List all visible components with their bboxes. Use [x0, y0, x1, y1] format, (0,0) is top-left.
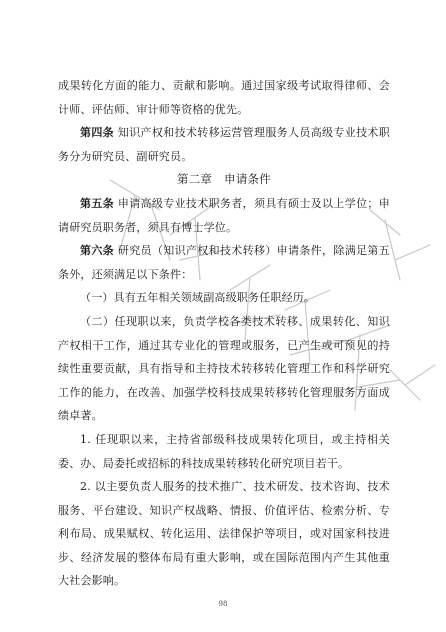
item-2: 2. 以主要负责人服务的技术推广、技术研发、技术咨询、技术服务、平台建设、知识产权战略、情报、价值评估、检索分析、专利布局、成果赋权、转化运用、法律保护等项目，或对国家科技进步、经济发展的整体布局有重大影响，或在国际范围内产生其他重大社会影响。 [58, 480, 390, 588]
article-4 [58, 121, 390, 168]
article-text: 研究员（知识产权和技术转移）申请条件，除满足第五条外，还须满足以下条件： [58, 244, 390, 281]
article-6 [58, 239, 390, 286]
article-text: 知识产权和技术转移运营管理服务人员高级专业技术职务分为研究员、副研究员。 [58, 126, 390, 163]
paragraph-continuation: 成果转化方面的能力、贡献和影响。通过国家级考试取得律师、会计师、评估师、审计师等资格的优先。 [58, 79, 390, 116]
article-5 [58, 192, 390, 239]
article-number: 第六条 [80, 244, 115, 258]
chapter-heading [58, 168, 390, 192]
article-number: 第四条 [80, 126, 115, 140]
page-number: 98 [218, 600, 228, 608]
document-body [58, 74, 390, 593]
article-number: 第五条 [80, 196, 115, 210]
chapter-number: 第二章 [177, 172, 213, 187]
item-1: 1. 任现职以来，主持省部级科技成果转化项目，或主持相关委、办、局委托或招标的科技成果转移转化研究项目若干。 [58, 432, 390, 470]
condition-1: （一）具有五年相关领域副高级职务任职经历。 [80, 291, 316, 305]
article-text: 申请高级专业技术职务者，须具有硕士及以上学位；申请研究员职务者，须具有博士学位。 [58, 196, 390, 234]
chapter-title: 申请条件 [224, 172, 271, 187]
condition-2: （二）任现职以来，负责学校各类技术转移、成果转化、知识产权相干工作，通过其专业化的管理或服务，已产生或可预见的持续性重要贡献，具有指导和主持技术转移转化管理工作和科学研究工作的能力，在改善、加强学校科技成果转移转化管理服务方面成绩卓著。 [58, 314, 390, 423]
